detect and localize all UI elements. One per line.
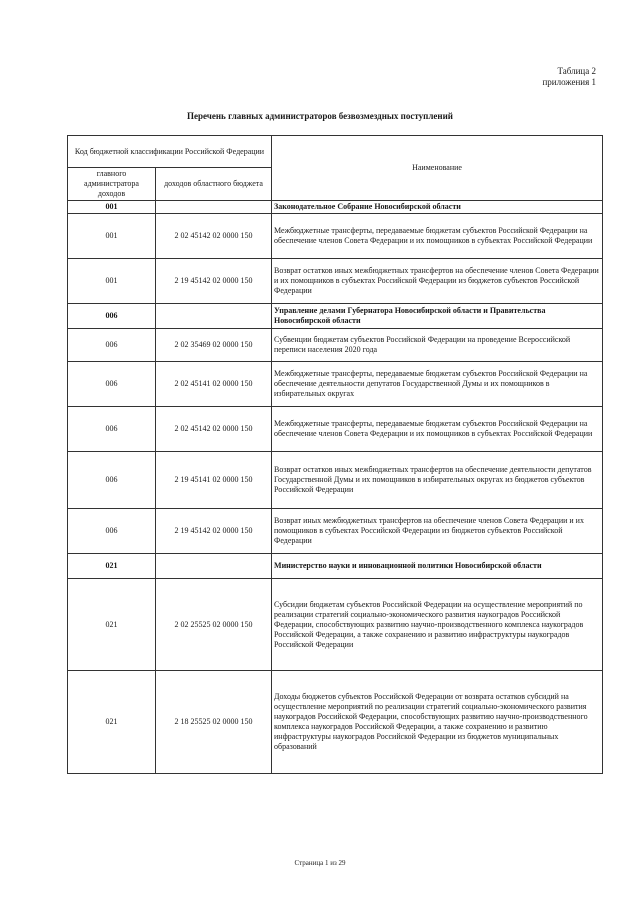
name-cell: Возврат остатков иных межбюджетных трансфертов на обеспечение членов Совета Федерации и их помощников в субъектах Российской Федерации из бюджетов субъектов Российской Федерации bbox=[272, 259, 603, 304]
name-cell: Министерство науки и инновационной политики Новосибирской области bbox=[272, 554, 603, 579]
table-row bbox=[68, 509, 603, 554]
table-number-label: Таблица 2 bbox=[557, 66, 596, 76]
administrators-table bbox=[67, 135, 603, 774]
name-cell: Межбюджетные трансферты, передаваемые бюджетам субъектов Российской Федерации на обеспечение деятельности депутатов Государственной Думы и их помощников в избирательных округах bbox=[272, 362, 603, 407]
table-row bbox=[68, 407, 603, 452]
income-code-cell: 2 02 35469 02 0000 150 bbox=[156, 329, 272, 362]
admin-code-cell: 006 bbox=[68, 329, 156, 362]
table-row bbox=[68, 259, 603, 304]
income-code-cell: 2 02 45141 02 0000 150 bbox=[156, 362, 272, 407]
name-cell: Возврат остатков иных межбюджетных трансфертов на обеспечение деятельности депутатов Государственной Думы и их помощников в избирательных округах из бюджетов субъектов Российской Федерации bbox=[272, 452, 603, 509]
admin-code-column-header: главного администратора доходов bbox=[68, 168, 156, 201]
admin-code-cell: 001 bbox=[68, 214, 156, 259]
admin-code-cell: 021 bbox=[68, 579, 156, 671]
income-code-cell: 2 02 45142 02 0000 150 bbox=[156, 214, 272, 259]
table-row bbox=[68, 201, 603, 214]
admin-code-cell: 006 bbox=[68, 509, 156, 554]
table-row bbox=[68, 214, 603, 259]
page-number: Страница 1 из 29 bbox=[294, 859, 346, 867]
admin-code-cell: 006 bbox=[68, 407, 156, 452]
admin-code-cell: 006 bbox=[68, 304, 156, 329]
document-title: Перечень главных администраторов безвозмездных поступлений bbox=[187, 111, 453, 121]
income-code-cell: 2 19 45142 02 0000 150 bbox=[156, 259, 272, 304]
admin-code-cell: 006 bbox=[68, 452, 156, 509]
income-code-cell bbox=[156, 304, 272, 329]
appendix-label: приложения 1 bbox=[542, 77, 596, 87]
name-cell: Межбюджетные трансферты, передаваемые бюджетам субъектов Российской Федерации на обеспечение членов Совета Федерации и их помощников в субъектах Российской Федерации bbox=[272, 214, 603, 259]
income-code-column-header: доходов областного бюджета bbox=[156, 168, 272, 201]
admin-code-cell: 021 bbox=[68, 554, 156, 579]
income-code-cell: 2 19 45141 02 0000 150 bbox=[156, 452, 272, 509]
name-cell: Межбюджетные трансферты, передаваемые бюджетам субъектов Российской Федерации на обеспечение членов Совета Федерации и их помощников в субъектах Российской Федерации bbox=[272, 407, 603, 452]
table-row bbox=[68, 329, 603, 362]
name-cell: Возврат иных межбюджетных трансфертов на обеспечение членов Совета Федерации и их помощников в субъектах Российской Федерации из бюджетов субъектов Российской Федерации bbox=[272, 509, 603, 554]
name-cell: Субвенции бюджетам субъектов Российской Федерации на проведение Всероссийской переписи населения 2020 года bbox=[272, 329, 603, 362]
income-code-cell: 2 02 45142 02 0000 150 bbox=[156, 407, 272, 452]
table-row bbox=[68, 452, 603, 509]
income-code-cell: 2 18 25525 02 0000 150 bbox=[156, 671, 272, 774]
income-code-cell: 2 02 25525 02 0000 150 bbox=[156, 579, 272, 671]
income-code-cell bbox=[156, 554, 272, 579]
income-code-cell: 2 19 45142 02 0000 150 bbox=[156, 509, 272, 554]
admin-code-cell: 006 bbox=[68, 362, 156, 407]
table-row bbox=[68, 362, 603, 407]
table-row bbox=[68, 671, 603, 774]
admin-code-cell: 001 bbox=[68, 259, 156, 304]
table-row bbox=[68, 579, 603, 671]
table-row bbox=[68, 554, 603, 579]
admin-code-cell: 021 bbox=[68, 671, 156, 774]
classification-code-header: Код бюджетной классификации Российской Федерации bbox=[68, 136, 272, 168]
name-cell: Доходы бюджетов субъектов Российской Федерации от возврата остатков субсидий на осуществление мероприятий по реализации стратегий социально-экономического развития наукоградов Российской Федерации, способствующих развитию научно-производственного комплекса наукоградов Российской Федерации, а также сохранению и развитию инфраструктуры наукоградов Российской Федерации из бюджетов муниципальных образований bbox=[272, 671, 603, 774]
income-code-cell bbox=[156, 201, 272, 214]
table-row bbox=[68, 304, 603, 329]
admin-code-cell: 001 bbox=[68, 201, 156, 214]
name-cell: Субсидии бюджетам субъектов Российской Федерации на осуществление мероприятий по реализации стратегий социально-экономического развития наукоградов Российской Федерации, способствующих развитию научно-производственного комплекса наукоградов Российской Федерации, а также сохранению и развитию инфраструктуры наукоградов Российской Федерации bbox=[272, 579, 603, 671]
name-cell: Законодательное Собрание Новосибирской области bbox=[272, 201, 603, 214]
name-cell: Управление делами Губернатора Новосибирской области и Правительства Новосибирской области bbox=[272, 304, 603, 329]
name-column-header: Наименование bbox=[272, 136, 603, 201]
table-caption bbox=[542, 66, 596, 88]
